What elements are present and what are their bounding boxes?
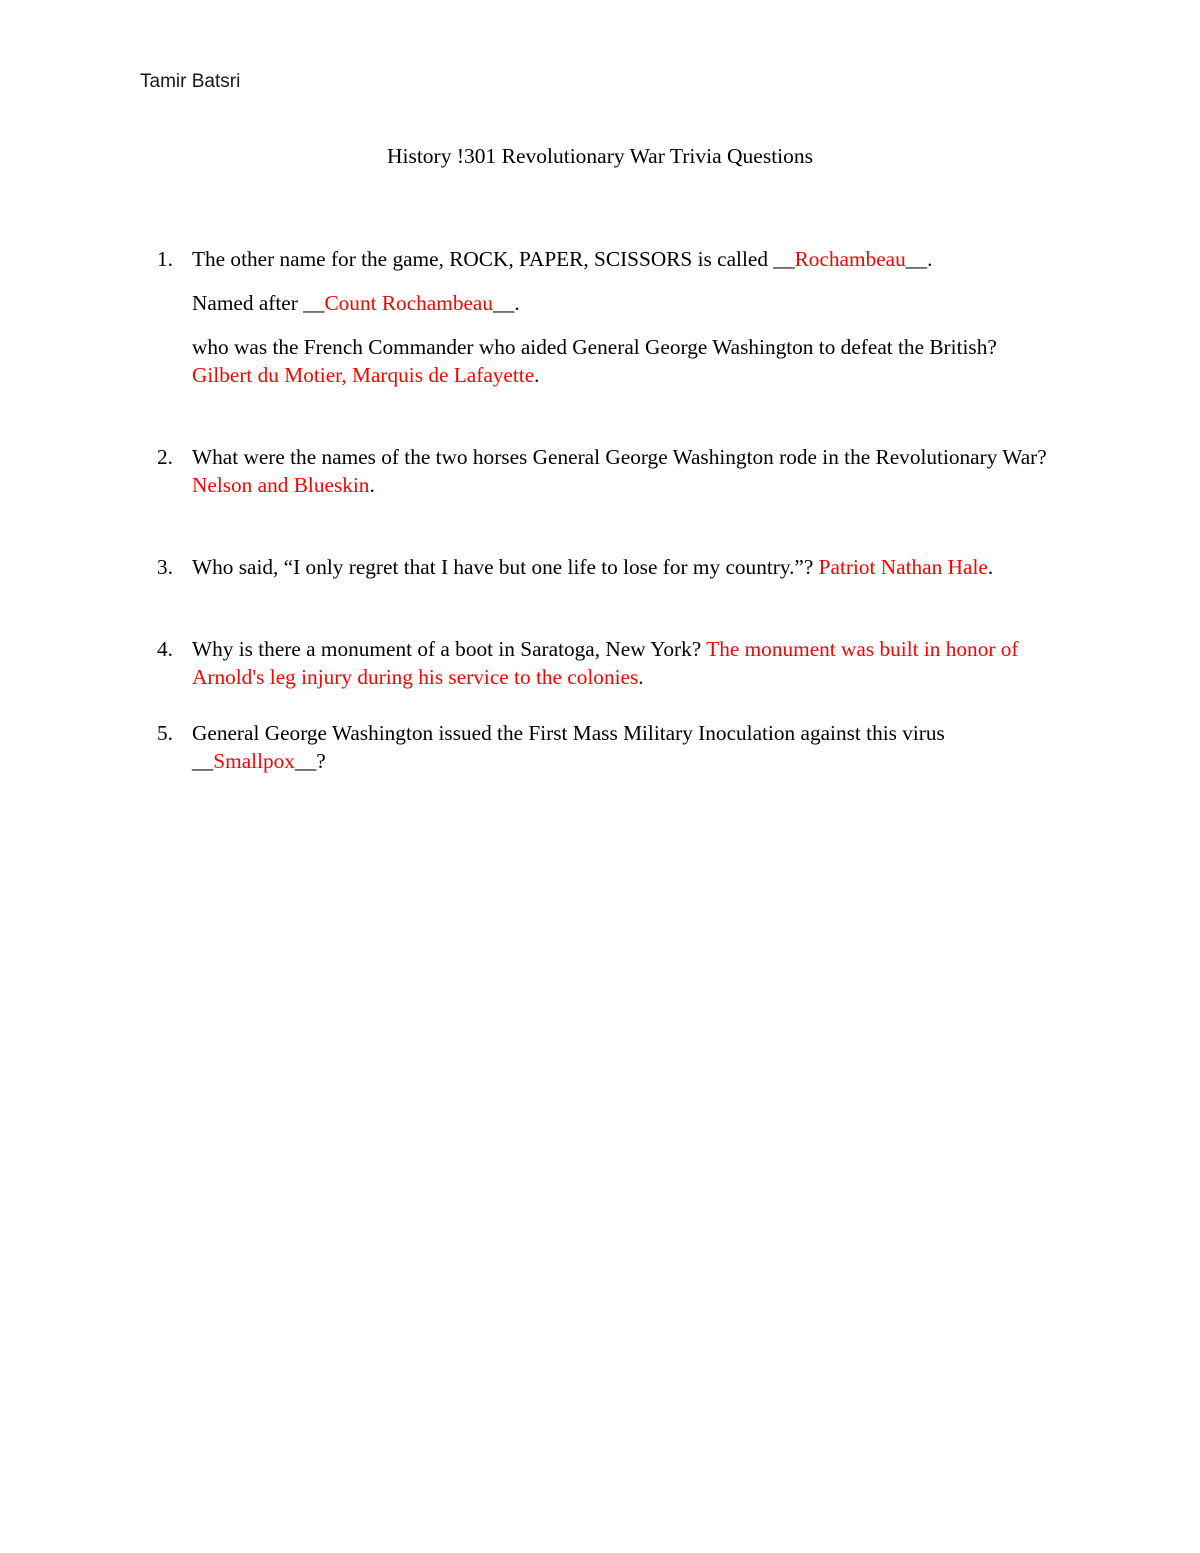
- question-text: What were the names of the two horses General George Washington rode in the Revolutionary War?: [192, 445, 1047, 469]
- question-text: .: [638, 665, 644, 689]
- question-body: [192, 719, 1060, 775]
- question-item: [157, 245, 1060, 389]
- question-number: 3.: [157, 555, 173, 579]
- question-text: __.: [905, 247, 933, 271]
- question-body: [192, 553, 1060, 581]
- answer-text: Count Rochambeau: [324, 291, 494, 315]
- question-number: 2.: [157, 445, 173, 469]
- question-number: 4.: [157, 637, 173, 661]
- question-item: [157, 719, 1060, 775]
- question-paragraph: [192, 719, 1060, 775]
- question-number: 5.: [157, 721, 173, 745]
- answer-text: Gilbert du Motier, Marquis de Lafayette: [192, 363, 535, 387]
- answer-text: Rochambeau: [794, 247, 906, 271]
- question-text: Named after __: [192, 291, 325, 315]
- question-text: Who said, “I only regret that I have but one life to lose for my country.”?: [192, 555, 819, 579]
- question-text: who was the French Commander who aided General George Washington to defeat the British?: [192, 335, 997, 359]
- question-text: The other name for the game, ROCK, PAPER, SCISSORS is called __: [192, 247, 795, 271]
- question-paragraph: [192, 635, 1060, 691]
- question-paragraph: [192, 333, 1060, 389]
- question-text: __?: [294, 749, 326, 773]
- question-list: [157, 245, 1060, 775]
- question-text: Why is there a monument of a boot in Saratoga, New York?: [192, 637, 707, 661]
- author-name: Tamir Batsri: [140, 71, 241, 92]
- question-body: [192, 635, 1060, 691]
- answer-text: The monument was built in honor of Arnold's leg injury during his service to the colonies: [192, 637, 1019, 689]
- question-paragraph: [192, 245, 1060, 273]
- question-paragraph: [192, 289, 1060, 317]
- question-paragraph: [192, 443, 1060, 499]
- question-text: .: [987, 555, 994, 579]
- question-number: 1.: [157, 247, 173, 271]
- question-paragraph: [192, 553, 1060, 581]
- question-body: [192, 245, 1060, 389]
- question-text: General George Washington issued the First Mass Military Inoculation against this virus __: [192, 721, 945, 773]
- page-title: History !301 Revolutionary War Trivia Questions: [386, 144, 814, 168]
- question-body: [192, 443, 1060, 499]
- answer-text: Smallpox: [213, 749, 295, 773]
- question-text: __.: [493, 291, 520, 315]
- question-text: .: [534, 363, 540, 387]
- question-item: [157, 553, 1060, 581]
- answer-text: Patriot Nathan Hale: [818, 555, 988, 579]
- question-item: [157, 635, 1060, 691]
- question-text: .: [369, 473, 375, 497]
- question-item: [157, 443, 1060, 499]
- answer-text: Nelson and Blueskin: [192, 473, 370, 497]
